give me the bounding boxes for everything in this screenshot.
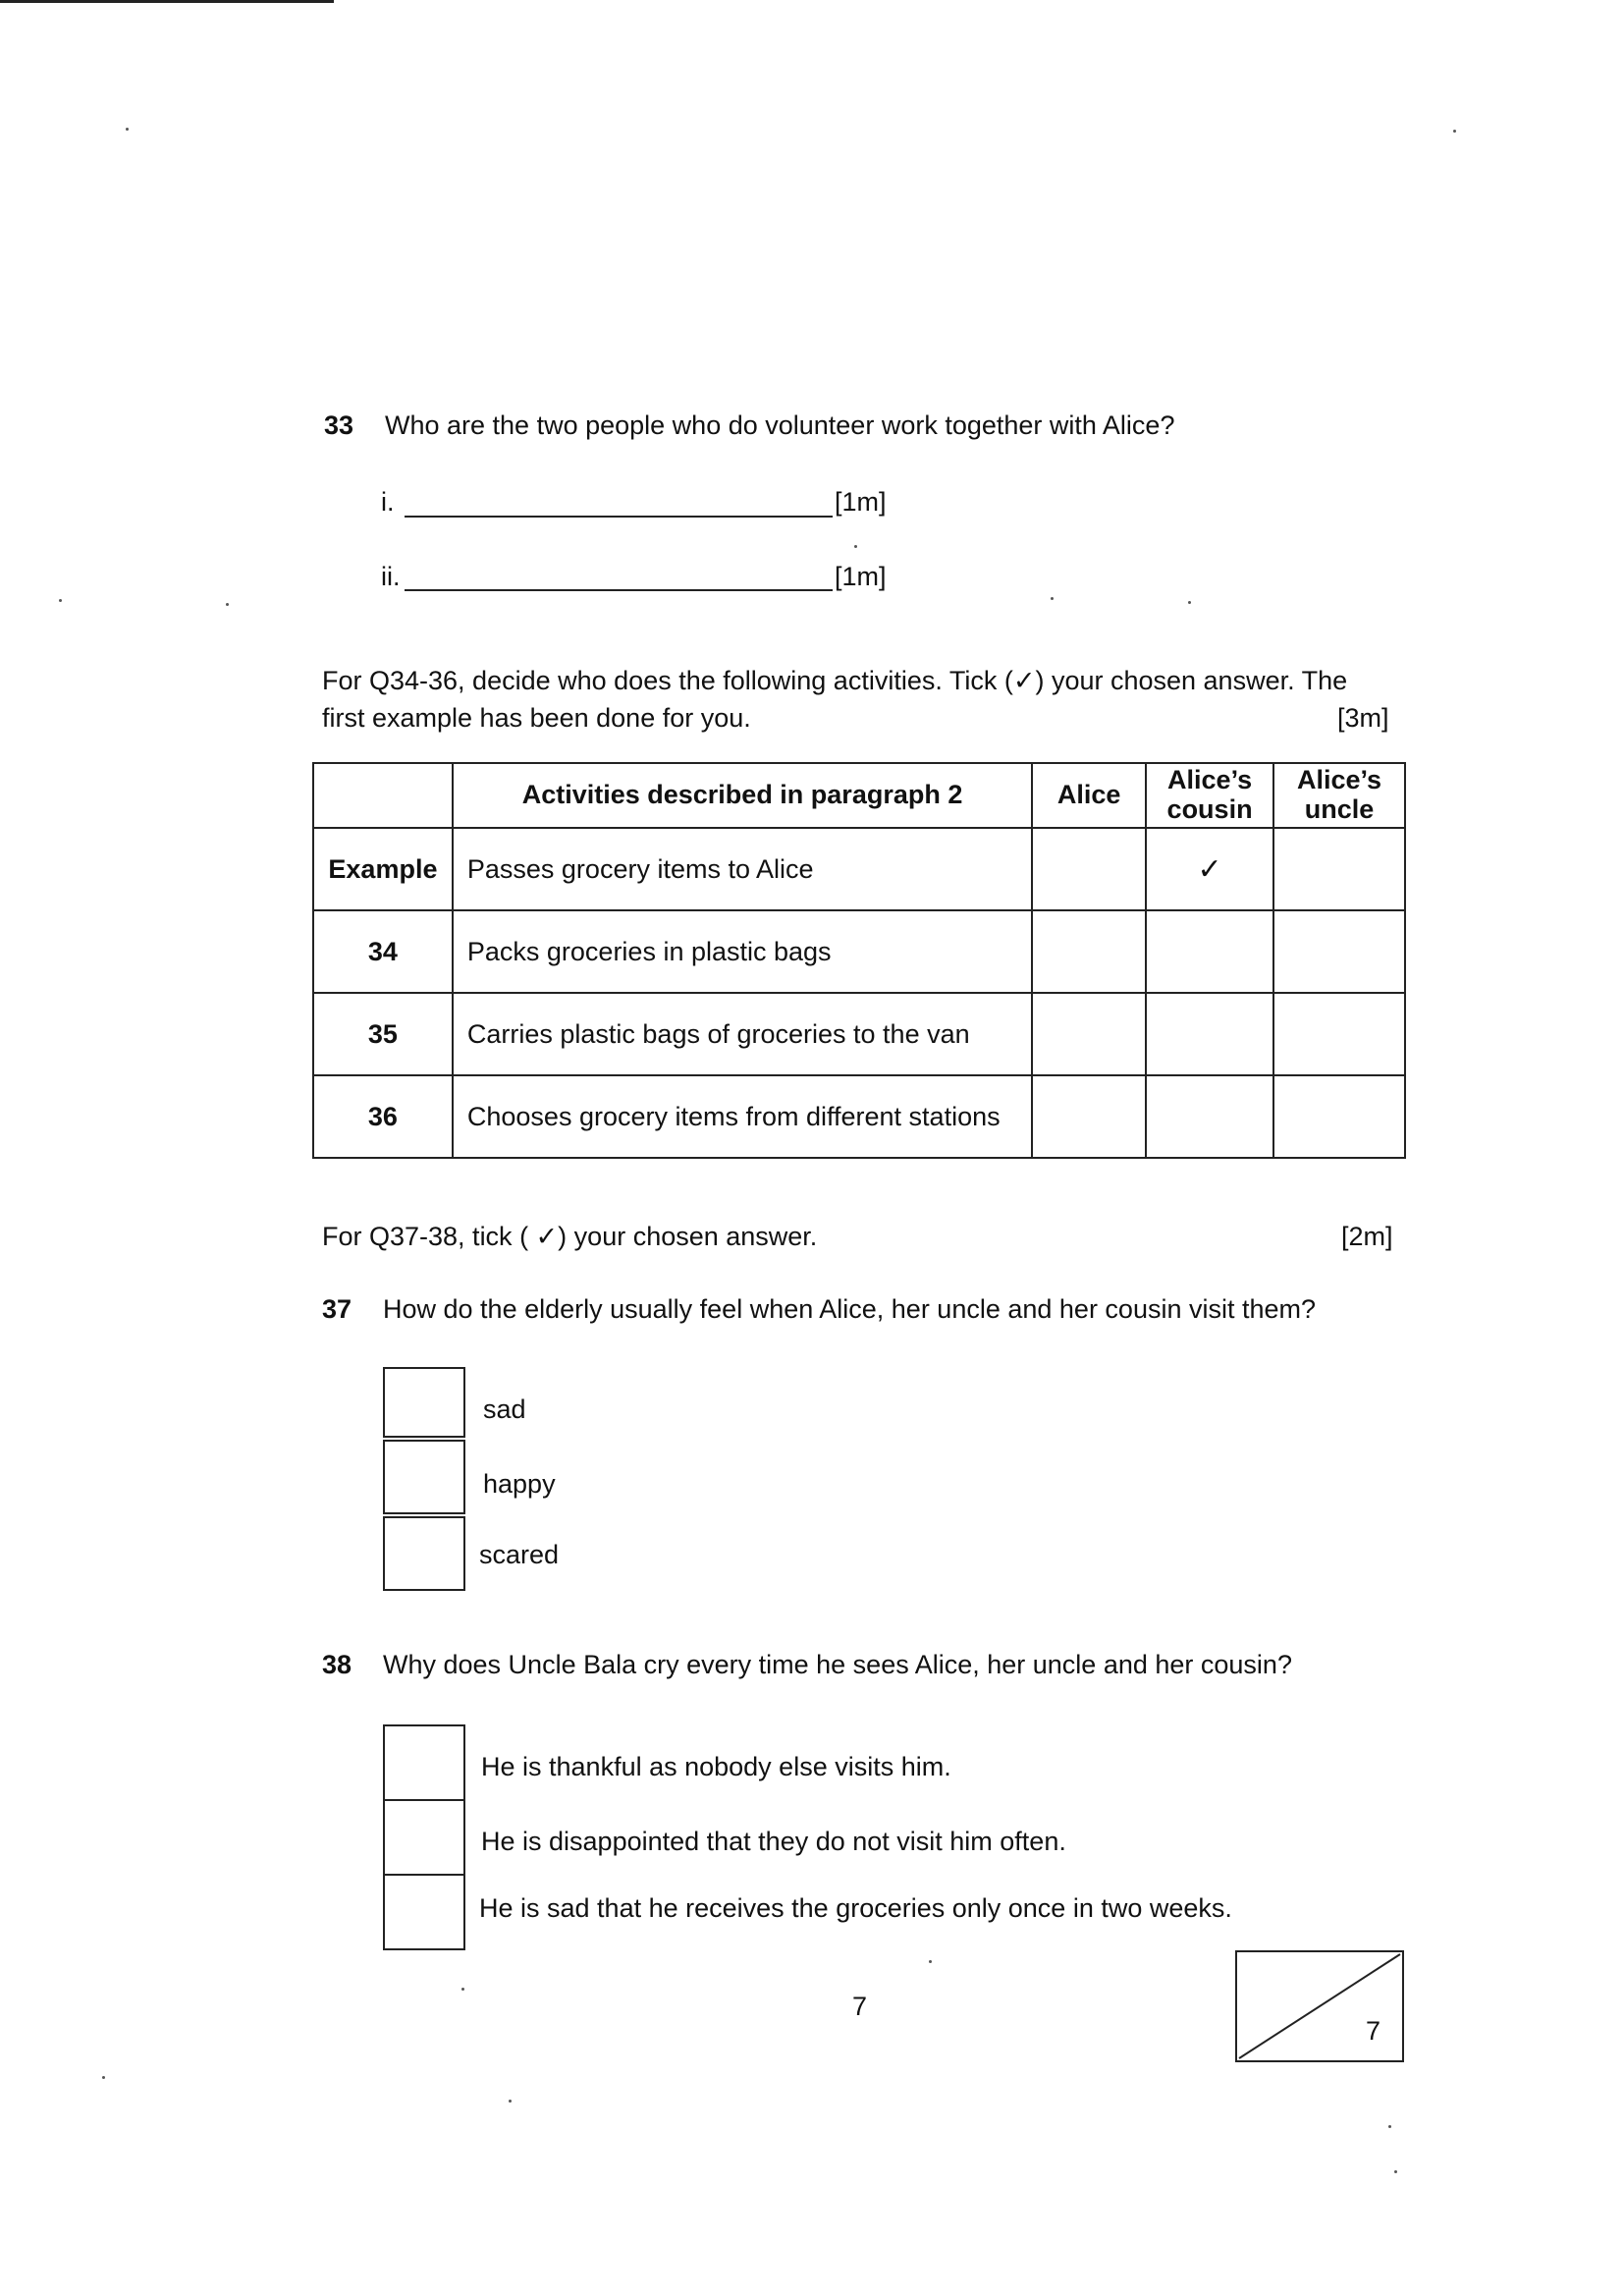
option-38-3-label: He is sad that he receives the groceries only once in two weeks. [479, 1893, 1232, 1923]
scan-speck [1453, 130, 1456, 133]
header-blank [313, 763, 453, 828]
answer-33-i-line[interactable] [405, 516, 833, 518]
row-label-35: 35 [313, 993, 453, 1075]
answer-33-ii-label: ii. [381, 562, 401, 591]
q34-36-marks: [3m] [1337, 703, 1389, 733]
tick-cell-cousin[interactable]: ✓ [1146, 828, 1273, 910]
q37-38-instruction: For Q37-38, tick ( ✓) your chosen answer. [322, 1222, 818, 1251]
scan-speck [461, 1988, 464, 1991]
row-activity: Carries plastic bags of groceries to the van [453, 993, 1032, 1075]
q34-36-instruction-line1: For Q34-36, decide who does the following activities. Tick (✓) your chosen answer. The [322, 666, 1348, 695]
scan-speck [102, 2076, 105, 2079]
option-38-1-label: He is thankful as nobody else visits him. [481, 1752, 951, 1781]
tick-cell-alice[interactable] [1032, 1075, 1146, 1158]
header-activities: Activities described in paragraph 2 [453, 763, 1032, 828]
row-activity: Passes grocery items to Alice [453, 828, 1032, 910]
option-box-37-sad[interactable] [383, 1367, 465, 1438]
option-37-scared-label: scared [479, 1540, 560, 1569]
row-label-example: Example [313, 828, 453, 910]
tick-cell-cousin[interactable] [1146, 910, 1273, 993]
table-header-row [313, 763, 1405, 828]
scan-speck [126, 128, 129, 131]
question-33-text: Who are the two people who do volunteer work together with Alice? [385, 410, 1175, 440]
header-alices-uncle: Alice’s uncle [1273, 763, 1405, 828]
scan-speck [1051, 597, 1054, 600]
score-box [1235, 1950, 1404, 2062]
answer-33-i-mark: [1m] [835, 487, 887, 517]
question-37-number: 37 [322, 1294, 352, 1324]
table-row [313, 828, 1405, 910]
table-row [313, 993, 1405, 1075]
tick-cell-uncle[interactable] [1273, 910, 1405, 993]
scan-speck [1188, 601, 1191, 604]
scan-speck [1394, 2170, 1397, 2173]
scan-speck [929, 1960, 932, 1963]
tick-cell-alice[interactable] [1032, 828, 1146, 910]
option-37-happy-label: happy [483, 1469, 556, 1499]
header-alices-cousin: Alice’s cousin [1146, 763, 1273, 828]
header-alice: Alice [1032, 763, 1146, 828]
option-box-37-happy[interactable] [383, 1440, 465, 1514]
option-box-37-scared[interactable] [383, 1516, 465, 1591]
question-37-text: How do the elderly usually feel when Alice, her uncle and her cousin visit them? [383, 1294, 1317, 1324]
scan-speck [59, 599, 62, 602]
answer-33-ii-line[interactable] [405, 589, 833, 591]
question-33-number: 33 [324, 410, 354, 440]
tick-cell-cousin[interactable] [1146, 993, 1273, 1075]
scan-speck [509, 2100, 512, 2103]
tick-cell-uncle[interactable] [1273, 828, 1405, 910]
question-38-text: Why does Uncle Bala cry every time he sees Alice, her uncle and her cousin? [383, 1650, 1292, 1679]
option-box-38-3[interactable] [383, 1874, 465, 1950]
scan-speck [1388, 2125, 1391, 2128]
row-activity: Packs groceries in plastic bags [453, 910, 1032, 993]
option-37-sad-label: sad [483, 1394, 526, 1424]
q34-36-instruction-line2: first example has been done for you. [322, 703, 751, 733]
option-38-2-label: He is disappointed that they do not visit him often. [481, 1827, 1066, 1856]
table-row [313, 910, 1405, 993]
option-box-38-1[interactable] [383, 1724, 465, 1801]
answer-33-ii-mark: [1m] [835, 562, 887, 591]
scan-speck [854, 545, 857, 548]
score-total: 7 [1365, 2016, 1380, 2046]
answer-33-i-label: i. [381, 487, 395, 517]
row-label-34: 34 [313, 910, 453, 993]
scan-top-edge-line [0, 0, 334, 3]
row-label-36: 36 [313, 1075, 453, 1158]
tick-cell-alice[interactable] [1032, 993, 1146, 1075]
scan-speck [226, 603, 229, 606]
row-activity: Chooses grocery items from different stations [453, 1075, 1032, 1158]
tick-cell-uncle[interactable] [1273, 1075, 1405, 1158]
table-row [313, 1075, 1405, 1158]
page-number: 7 [852, 1992, 868, 2021]
tick-cell-cousin[interactable] [1146, 1075, 1273, 1158]
option-box-38-2[interactable] [383, 1799, 465, 1876]
activities-table [312, 762, 1406, 1157]
tick-cell-alice[interactable] [1032, 910, 1146, 993]
q37-38-marks: [2m] [1341, 1222, 1393, 1251]
question-38-number: 38 [322, 1650, 352, 1679]
tick-cell-uncle[interactable] [1273, 993, 1405, 1075]
